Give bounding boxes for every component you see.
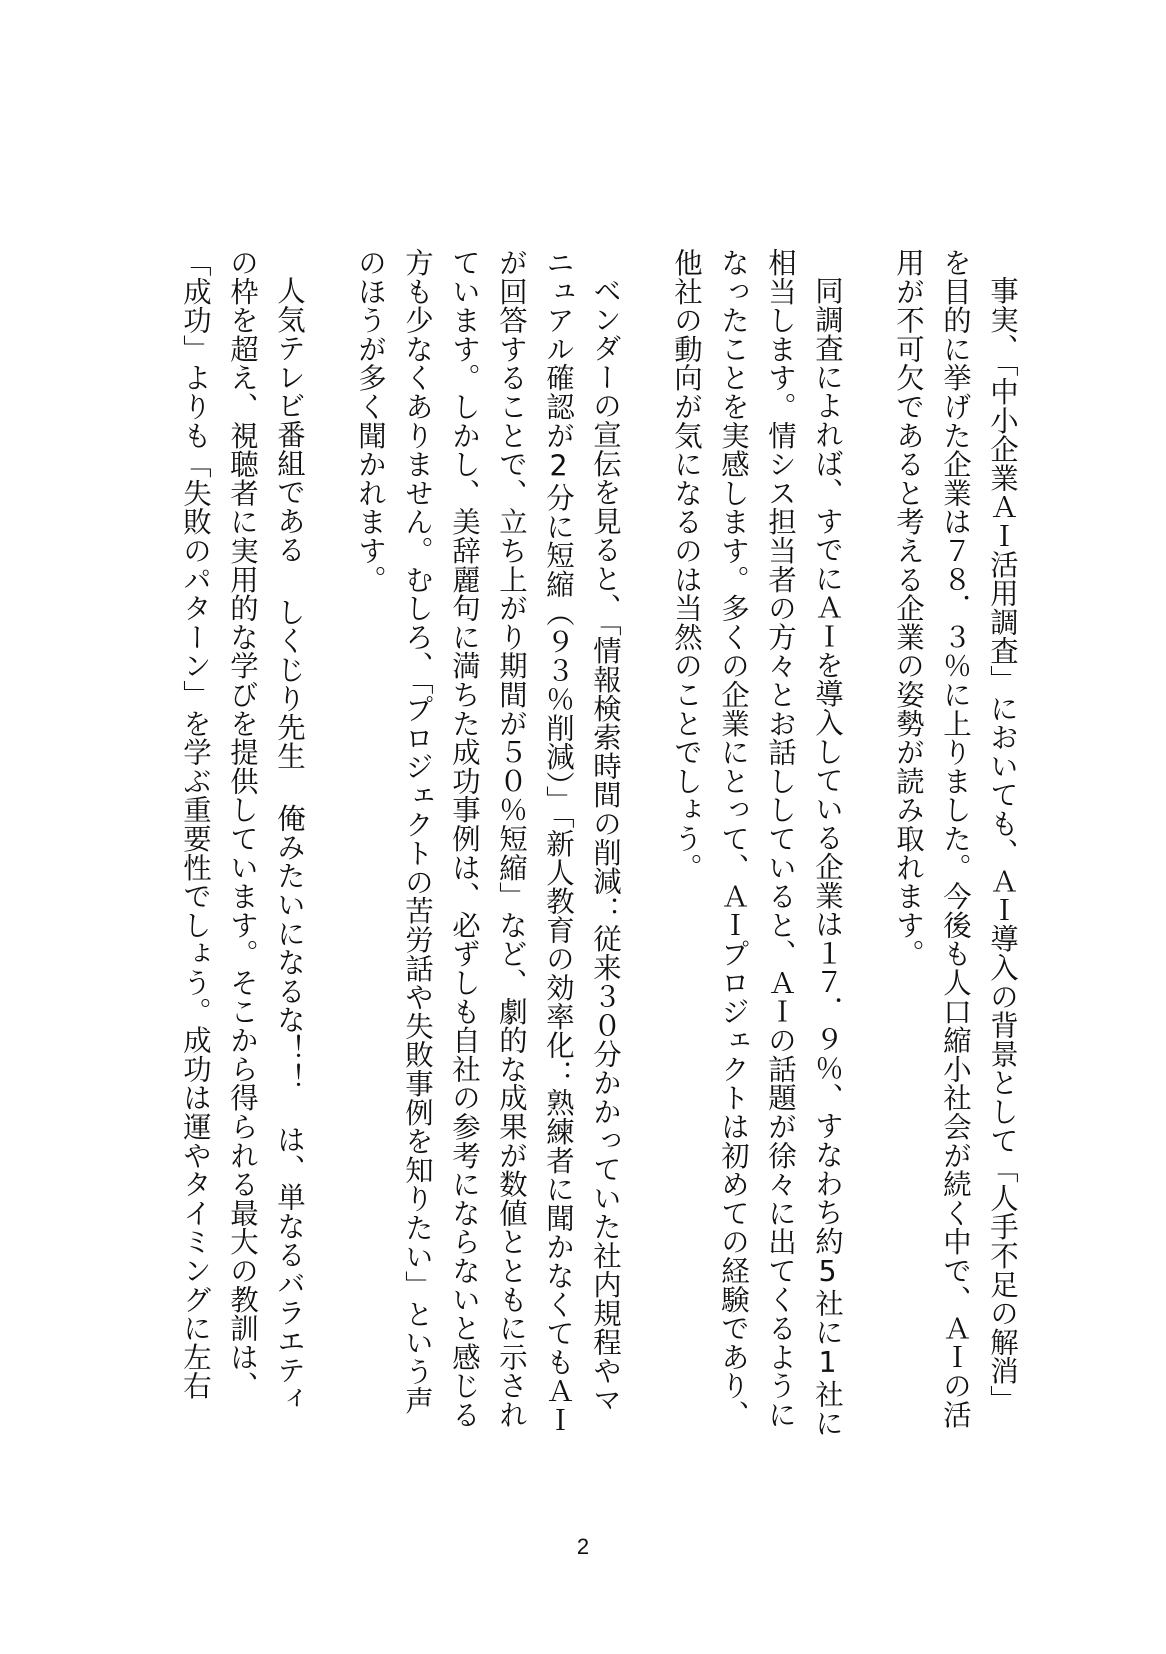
- page-number: 2: [576, 1534, 590, 1559]
- paragraph-shikujiri-lesson: 人気テレビ番組である しくじり先生 俺みたいになるな！！ は、単なるバラエティの枠を超え、視聴者に実用的な学びを提供しています。そこから得られる最大の教訓は、「成功」よりも「失敗のパターン」を学ぶ重要性でしょう。成功は運やタイミングに左右: [179, 248, 306, 1414]
- paragraph-vendor-claims: ベンダーの宣伝を見ると、「情報検索時間の削減：従来３０分かかっていた社内規程やマニュアル確認が2分に短縮（９３％削減）」「新人教育の効率化：熟練者に聞かなくてもＡＩが回答することで、立ち上がり期間が５０％短縮」など、劇的な成果が数値とともに示されています。しかし、美辞麗句に満ちた成功事例は、必ずしも自社の参考にならないと感じる方も少なくありません。むしろ、「プロジェクトの苦労話や失敗事例を知りたい」という声のほうが多く聞かれます。: [354, 248, 622, 1434]
- paragraph-ai-background: 事実、「中小企業ＡＩ活用調査」においても、ＡＩ導入の背景として「人手不足の解消」を目的に挙げた企業は７８．３％に上りました。今後も人口縮小社会が続く中で、ＡＩの活用が不可欠であると考える企業の姿勢が読み取れます。: [892, 248, 1019, 1429]
- body-text: [166, 248, 1026, 1438]
- paragraph-survey-adoption: 同調査によれば、すでにＡＩを導入している企業は１７．９％、すなわち約5社に1社に相当します。情シス担当者の方々とお話ししていると、ＡＩの話題が徐々に出てくるようになったことを実感します。多くの企業にとって、ＡＩプロジェクトは初めての経験であり、他社の動向が気になるのは当然のことでしょう。: [670, 248, 844, 1438]
